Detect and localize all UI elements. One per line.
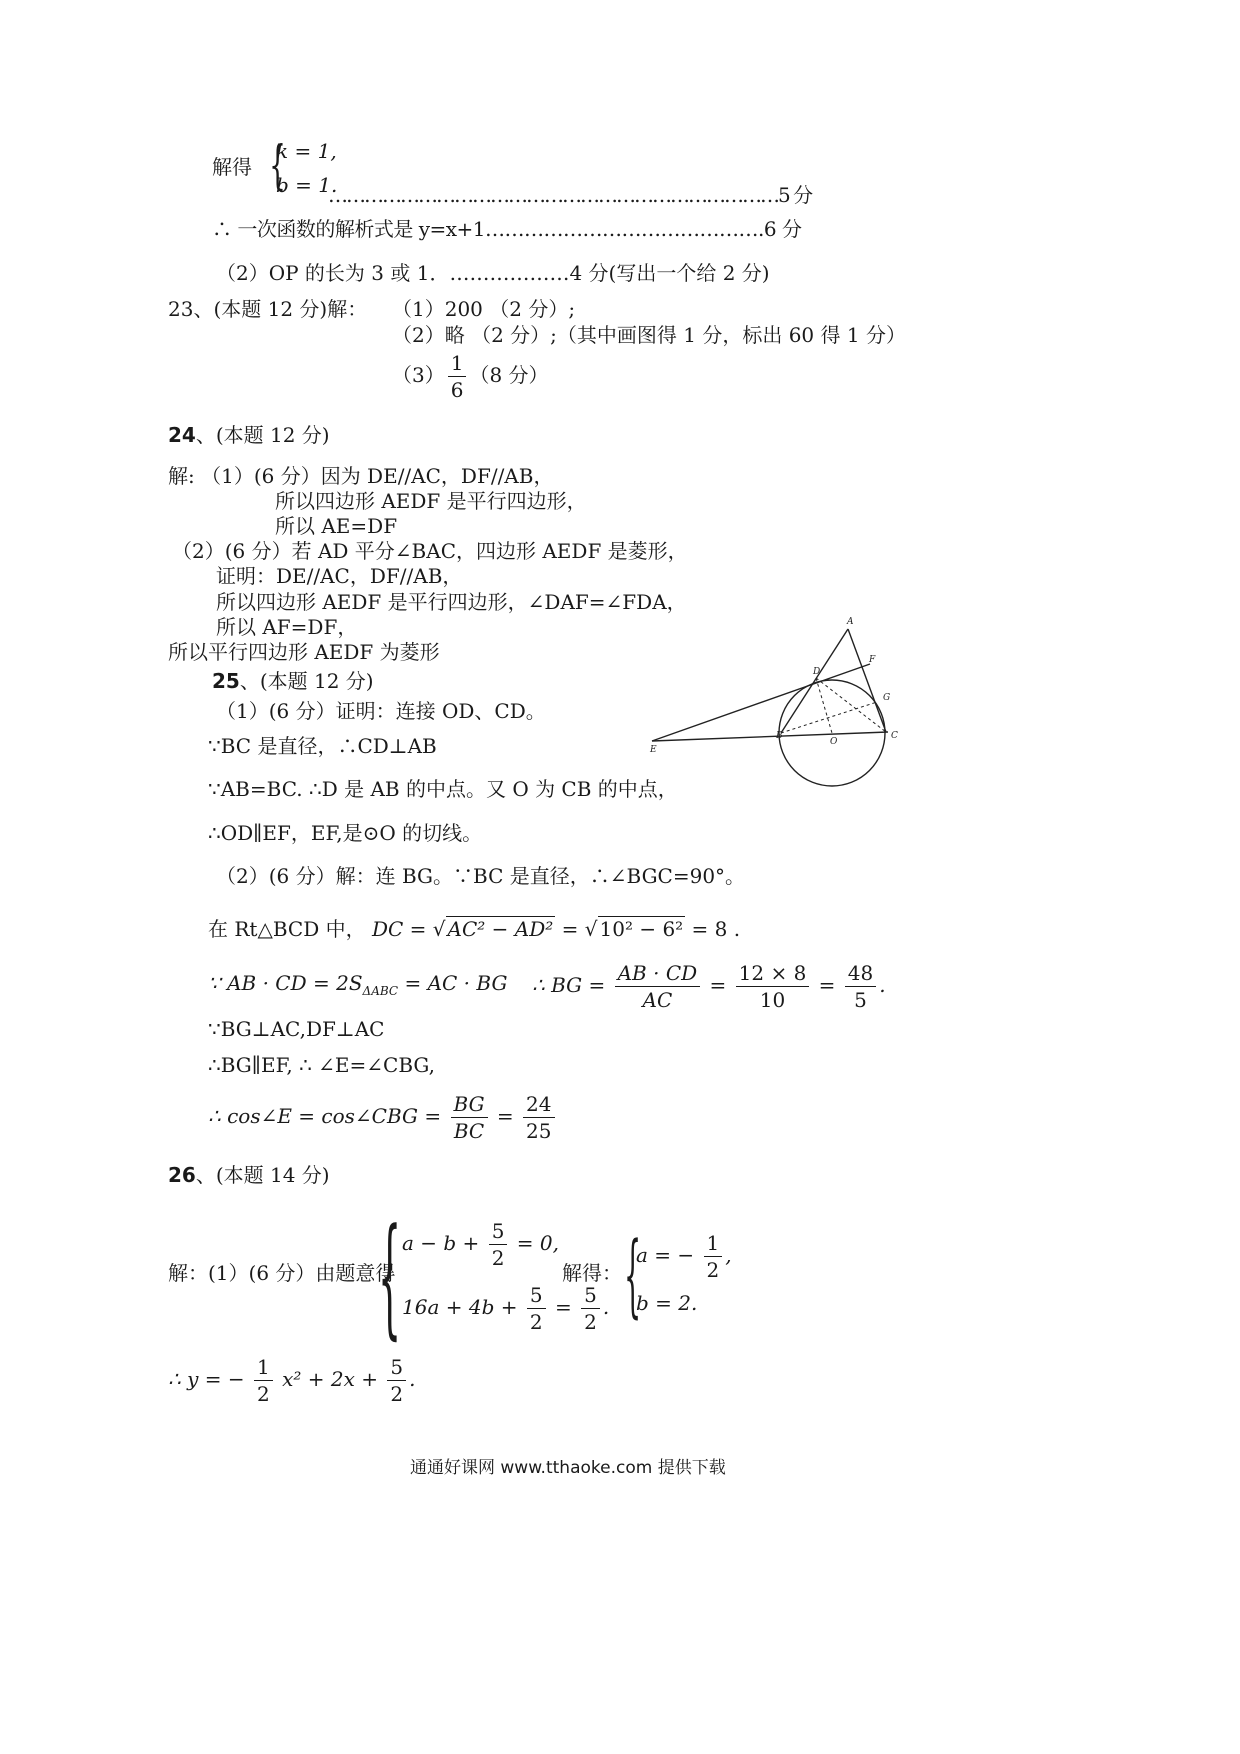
- area-subscript: ΔABC: [362, 984, 399, 998]
- label-d: D: [813, 667, 821, 677]
- frac-5-over-2-c: [581, 1282, 600, 1335]
- frac-num: 48: [845, 960, 876, 987]
- frac-den: 2: [390, 1382, 404, 1406]
- q24-line6: 所以四边形 AEDF 是平行四边形，∠DAF=∠FDA，: [216, 590, 687, 614]
- eq1-lhs: a − b +: [402, 1231, 480, 1255]
- eq1-rhs: = 0,: [516, 1231, 559, 1255]
- fraction-one-sixth: [448, 350, 467, 403]
- q25-line9: ∴BG∥EF, ∴ ∠E=∠CBG,: [208, 1053, 436, 1077]
- op-length-line: （2）OP 的长为 3 或 1．………………4 分(写出一个给 2 分): [216, 261, 770, 285]
- line-a-c: [848, 629, 886, 732]
- q24-line1: 解: （1）(6 分）因为 DE//AC，DF//AB，: [168, 464, 554, 488]
- q25-line4: ∴OD∥EF，EF,是⊙O 的切线。: [208, 821, 483, 845]
- q24-line4: （2）(6 分）若 AD 平分∠BAC，四边形 AEDF 是菱形，: [172, 539, 688, 563]
- eq2-lhs: 16a + 4b +: [402, 1295, 518, 1319]
- q25-line2: ∵BC 是直径，∴CD⊥AB: [208, 734, 437, 758]
- frac-den: 5: [854, 988, 867, 1012]
- frac-5-over-2: [489, 1218, 508, 1271]
- label-a: A: [847, 617, 854, 627]
- score-dots-5: …………………………………………………………………5 分: [328, 183, 812, 207]
- res-middle: x² + 2x +: [282, 1367, 378, 1391]
- frac-num: 5: [527, 1282, 546, 1309]
- radicand-1: AC² − AD²: [447, 917, 554, 941]
- dc-result: = 8 .: [691, 917, 741, 941]
- sol-a-comma: ,: [725, 1243, 732, 1267]
- q25-heading: [212, 668, 374, 694]
- q25-dc-computation: [208, 912, 740, 946]
- q25-line1: （1）(6 分）证明：连接 OD、CD。: [216, 699, 546, 723]
- frac-48-over-5: [845, 960, 876, 1013]
- frac-24-over-25: [523, 1091, 554, 1144]
- frac-ab-cd-over-ac: [615, 960, 701, 1013]
- q25-number: 25: [212, 669, 240, 693]
- radicand-2: 10² − 6²: [599, 917, 684, 941]
- frac-num: AB · CD: [615, 960, 701, 987]
- frac-den: 10: [759, 988, 786, 1012]
- res-lhs: ∴ y = −: [168, 1367, 245, 1391]
- q23-part3-score: （8 分）: [469, 363, 549, 387]
- label-e: E: [650, 745, 657, 755]
- frac-bg-over-bc: [451, 1091, 488, 1144]
- q23-part2: （2）略 （2 分）;（其中画图得 1 分，标出 60 得 1 分）: [392, 323, 906, 347]
- solution-a: [636, 1226, 732, 1284]
- frac-den: 2: [256, 1382, 270, 1406]
- system-brace: {: [269, 136, 286, 196]
- area-relation-rhs: = AC · BG: [404, 971, 508, 995]
- bg-lhs: ∴ BG =: [532, 973, 606, 997]
- frac-den: 2: [706, 1258, 720, 1282]
- q24-line3: 所以 AE=DF: [275, 514, 398, 538]
- sol-a-lhs: a = −: [636, 1243, 695, 1267]
- geometry-figure: [640, 612, 930, 790]
- rt-triangle-label: 在 Rt△BCD 中，: [208, 917, 366, 941]
- frac-num: 1: [254, 1354, 273, 1381]
- q23-heading: 23、(本题 12 分)解：: [168, 297, 368, 321]
- q24-line8: 所以平行四边形 AEDF 为菱形: [168, 640, 440, 664]
- q25-area-relation: [208, 970, 507, 1004]
- equation-2: [402, 1278, 609, 1336]
- eq2-period: .: [602, 1295, 610, 1319]
- label-c: C: [891, 731, 898, 741]
- q23-part1: （1）200 （2 分）;: [392, 297, 576, 321]
- frac-num: 5: [387, 1354, 406, 1381]
- frac-num: 5: [489, 1218, 508, 1245]
- q25-line3: ∵AB=BC. ∴D 是 AB 的中点。又 O 为 CB 的中点，: [208, 777, 678, 801]
- frac-1-over-2: [704, 1230, 723, 1283]
- frac-den: 2: [584, 1310, 597, 1334]
- q26-number: 26: [168, 1163, 196, 1187]
- q24-points: 、(本题 12 分): [195, 423, 330, 447]
- solution-label: 解得：: [562, 1261, 622, 1285]
- q25-bg-computation: ∴ BG = $\frac{AB \cdot CD}{AC}$ = $\frac{12 \times 8}{10}$ = $\frac{48}{5}$ .: [532, 961, 886, 1012]
- q25-line5: （2）(6 分）解：连 BG。∵BC 是直径，∴∠BGC=90°。: [216, 864, 746, 888]
- line-e-f: [652, 664, 870, 741]
- frac-den: 25: [526, 1119, 552, 1143]
- area-relation-lhs: ∵ AB · CD = 2S: [208, 971, 363, 995]
- b-equation: b = 1.: [276, 173, 338, 197]
- equation-1: [402, 1214, 559, 1272]
- frac-1-over-2-b: [254, 1354, 273, 1407]
- q24-line2: 所以四边形 AEDF 是平行四边形，: [275, 489, 587, 513]
- frac-num: 5: [581, 1282, 600, 1309]
- res-period: .: [409, 1367, 416, 1391]
- solution-b: b = 2.: [636, 1291, 698, 1315]
- frac-den: BC: [453, 1119, 485, 1143]
- equals-sign: =: [561, 917, 579, 941]
- q24-line5: 证明：DE//AC，DF//AB，: [216, 564, 463, 588]
- k-equation: k = 1,: [276, 139, 337, 163]
- q24-number: 24: [168, 423, 196, 447]
- system-brace-2: {: [378, 1200, 402, 1352]
- label-g: G: [883, 693, 891, 703]
- linear-function-line: ∴ 一次函数的解析式是 y=x+1…………………………………….6 分: [212, 217, 802, 241]
- dc-lhs: DC =: [371, 917, 427, 941]
- line-d-o: [816, 678, 832, 733]
- frac-num: 24: [523, 1091, 554, 1118]
- sqrt-sign-2: √: [584, 917, 598, 941]
- frac-den: 2: [529, 1310, 543, 1334]
- frac-12x8-over-10: [736, 960, 810, 1013]
- system-brace-3: {: [624, 1223, 642, 1328]
- q26-heading: [168, 1162, 330, 1188]
- label-o: O: [830, 737, 838, 747]
- q25-line8: ∵BG⊥AC,DF⊥AC: [208, 1017, 385, 1041]
- label-b: B: [776, 731, 783, 741]
- eq2-equals: =: [554, 1295, 572, 1319]
- q23-part3-label: （3）: [392, 363, 445, 387]
- frac-num: 1: [704, 1230, 723, 1257]
- frac-num: 12 × 8: [736, 960, 810, 987]
- q25-cos-result: ∴ cos∠E = cos∠CBG = $\frac{BG}{BC}$ = $\frac{24}{25}$: [208, 1086, 558, 1146]
- q24-heading: [168, 422, 330, 448]
- q26-points: 、(本题 14 分): [195, 1163, 330, 1187]
- frac-num: 1: [448, 350, 467, 377]
- label-f: F: [869, 655, 876, 665]
- frac-5-over-2-b: [527, 1282, 546, 1335]
- line-e-c: [652, 732, 888, 741]
- frac-den: 6: [450, 378, 464, 402]
- footer-text: 通通好课网 www.tthaoke.com 提供下载: [410, 1458, 726, 1478]
- jie-de-label: 解得: [212, 155, 252, 179]
- frac-den: 2: [491, 1246, 505, 1270]
- line-b-g: [781, 702, 877, 733]
- q25-points: 、(本题 12 分): [239, 669, 374, 693]
- q26-intro: 解：(1）(6 分）由题意得: [168, 1261, 396, 1285]
- sqrt-sign: √: [432, 917, 446, 941]
- frac-5-over-2-d: [387, 1354, 406, 1407]
- frac-num: BG: [451, 1091, 488, 1118]
- parabola-result: [168, 1350, 415, 1408]
- cos-lhs: ∴ cos∠E = cos∠CBG =: [208, 1104, 442, 1128]
- q23-part3: [392, 347, 549, 403]
- q24-line7: 所以 AF=DF，: [216, 615, 358, 639]
- frac-den: AC: [642, 988, 673, 1012]
